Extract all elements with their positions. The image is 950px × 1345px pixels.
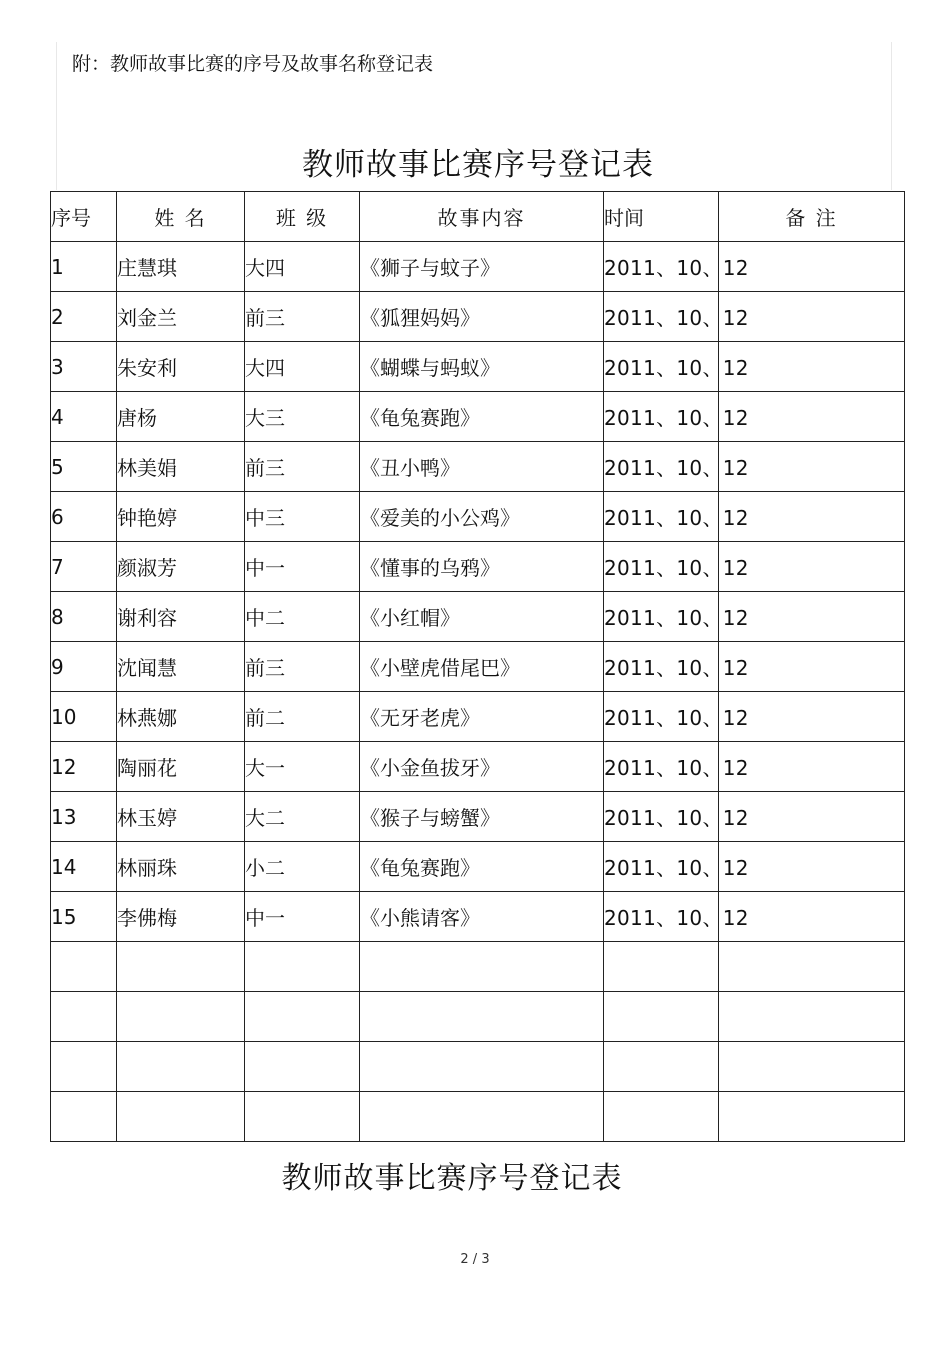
cell-class: 前三	[245, 442, 360, 492]
registration-table	[50, 191, 905, 1142]
table-row	[51, 792, 905, 842]
cell-number: 15	[51, 892, 117, 942]
column-header-time: 时间	[604, 192, 719, 242]
cell-story: 《爱美的小公鸡》	[360, 492, 604, 542]
cell-story: 《丑小鸭》	[360, 442, 604, 492]
bottom-title: 教师故事比赛序号登记表	[281, 1161, 623, 1196]
cell-story: 《小壁虎借尾巴》	[360, 642, 604, 692]
page-number: 2 / 3	[460, 1252, 490, 1267]
cell-name: 朱安利	[117, 342, 245, 392]
cell-name: 颜淑芳	[117, 542, 245, 592]
cell-story	[360, 1042, 604, 1092]
cell-note	[719, 942, 905, 992]
cell-story: 《狐狸妈妈》	[360, 292, 604, 342]
cell-time: 2011、10、12	[604, 242, 719, 292]
cell-story: 《无牙老虎》	[360, 692, 604, 742]
header-note: 附：教师故事比赛的序号及故事名称登记表	[72, 53, 434, 75]
cell-class: 前三	[245, 292, 360, 342]
cell-name	[117, 1042, 245, 1092]
table-row	[51, 692, 905, 742]
cell-time	[604, 1042, 719, 1092]
cell-class	[245, 1042, 360, 1092]
table-row	[51, 842, 905, 892]
cell-name: 谢利容	[117, 592, 245, 642]
cell-name: 钟艳婷	[117, 492, 245, 542]
cell-time	[604, 1092, 719, 1142]
cell-number: 6	[51, 492, 117, 542]
cell-number: 4	[51, 392, 117, 442]
cell-story: 《龟兔赛跑》	[360, 842, 604, 892]
cell-class	[245, 992, 360, 1042]
cell-number: 8	[51, 592, 117, 642]
table-row	[51, 242, 905, 292]
table-row	[51, 592, 905, 642]
table-row	[51, 292, 905, 342]
cell-story	[360, 1092, 604, 1142]
cell-time	[604, 992, 719, 1042]
cell-class: 前二	[245, 692, 360, 742]
cell-number: 10	[51, 692, 117, 742]
column-header-story: 故事内容	[360, 192, 604, 242]
cell-number	[51, 1042, 117, 1092]
cell-story: 《懂事的乌鸦》	[360, 542, 604, 592]
cell-name: 林燕娜	[117, 692, 245, 742]
cell-class: 大四	[245, 242, 360, 292]
cell-time	[604, 942, 719, 992]
cell-story: 《龟兔赛跑》	[360, 392, 604, 442]
table-row	[51, 742, 905, 792]
cell-number: 14	[51, 842, 117, 892]
cell-time: 2011、10、12	[604, 342, 719, 392]
cell-number: 7	[51, 542, 117, 592]
cell-name: 唐杨	[117, 392, 245, 442]
cell-name: 林美娟	[117, 442, 245, 492]
column-header-note: 备 注	[719, 192, 905, 242]
cell-story: 《小红帽》	[360, 592, 604, 642]
table-header-row	[51, 192, 905, 242]
cell-name: 沈闻慧	[117, 642, 245, 692]
cell-number	[51, 1092, 117, 1142]
column-header-class: 班 级	[245, 192, 360, 242]
table-row	[51, 942, 905, 992]
cell-name: 陶丽花	[117, 742, 245, 792]
cell-time: 2011、10、12	[604, 442, 719, 492]
table-row	[51, 992, 905, 1042]
cell-time: 2011、10、12	[604, 692, 719, 742]
table-row	[51, 1092, 905, 1142]
cell-number	[51, 992, 117, 1042]
column-header-name: 姓 名	[117, 192, 245, 242]
cell-story: 《蝴蝶与蚂蚁》	[360, 342, 604, 392]
cell-class: 大三	[245, 392, 360, 442]
cell-class	[245, 942, 360, 992]
table-row	[51, 542, 905, 592]
cell-class: 中一	[245, 892, 360, 942]
cell-story: 《小熊请客》	[360, 892, 604, 942]
table-row	[51, 492, 905, 542]
table-row	[51, 342, 905, 392]
cell-number: 13	[51, 792, 117, 842]
cell-story	[360, 992, 604, 1042]
cell-class: 前三	[245, 642, 360, 692]
cell-time: 2011、10、12	[604, 742, 719, 792]
cell-number: 1	[51, 242, 117, 292]
cell-number: 5	[51, 442, 117, 492]
cell-name: 林玉婷	[117, 792, 245, 842]
table-row	[51, 442, 905, 492]
cell-name	[117, 1092, 245, 1142]
cell-name: 刘金兰	[117, 292, 245, 342]
cell-story: 《小金鱼拔牙》	[360, 742, 604, 792]
cell-number: 3	[51, 342, 117, 392]
cell-name: 李佛梅	[117, 892, 245, 942]
cell-number: 12	[51, 742, 117, 792]
cell-name	[117, 942, 245, 992]
table-row	[51, 892, 905, 942]
cell-note	[719, 1092, 905, 1142]
table-body	[51, 242, 905, 1142]
cell-note	[719, 1042, 905, 1092]
cell-time: 2011、10、12	[604, 542, 719, 592]
table-row	[51, 642, 905, 692]
cell-name: 庄慧琪	[117, 242, 245, 292]
cell-class: 中一	[245, 542, 360, 592]
cell-number: 9	[51, 642, 117, 692]
cell-class: 大四	[245, 342, 360, 392]
cell-number	[51, 942, 117, 992]
cell-class: 大一	[245, 742, 360, 792]
page-title: 教师故事比赛序号登记表	[302, 147, 654, 183]
cell-time: 2011、10、12	[604, 492, 719, 542]
cell-number: 2	[51, 292, 117, 342]
cell-time: 2011、10、12	[604, 842, 719, 892]
cell-time: 2011、10、12	[604, 642, 719, 692]
cell-time: 2011、10、12	[604, 292, 719, 342]
cell-time: 2011、10、12	[604, 592, 719, 642]
cell-time: 2011、10、12	[604, 792, 719, 842]
cell-time: 2011、10、12	[604, 892, 719, 942]
cell-note	[719, 992, 905, 1042]
cell-class: 中二	[245, 592, 360, 642]
cell-story: 《狮子与蚊子》	[360, 242, 604, 292]
cell-name	[117, 992, 245, 1042]
cell-name: 林丽珠	[117, 842, 245, 892]
cell-story	[360, 942, 604, 992]
column-header-number: 序号	[51, 192, 117, 242]
table-row	[51, 1042, 905, 1092]
cell-class: 中三	[245, 492, 360, 542]
cell-time: 2011、10、12	[604, 392, 719, 442]
cell-class: 小二	[245, 842, 360, 892]
table-row	[51, 392, 905, 442]
cell-class: 大二	[245, 792, 360, 842]
cell-class	[245, 1092, 360, 1142]
cell-story: 《猴子与螃蟹》	[360, 792, 604, 842]
